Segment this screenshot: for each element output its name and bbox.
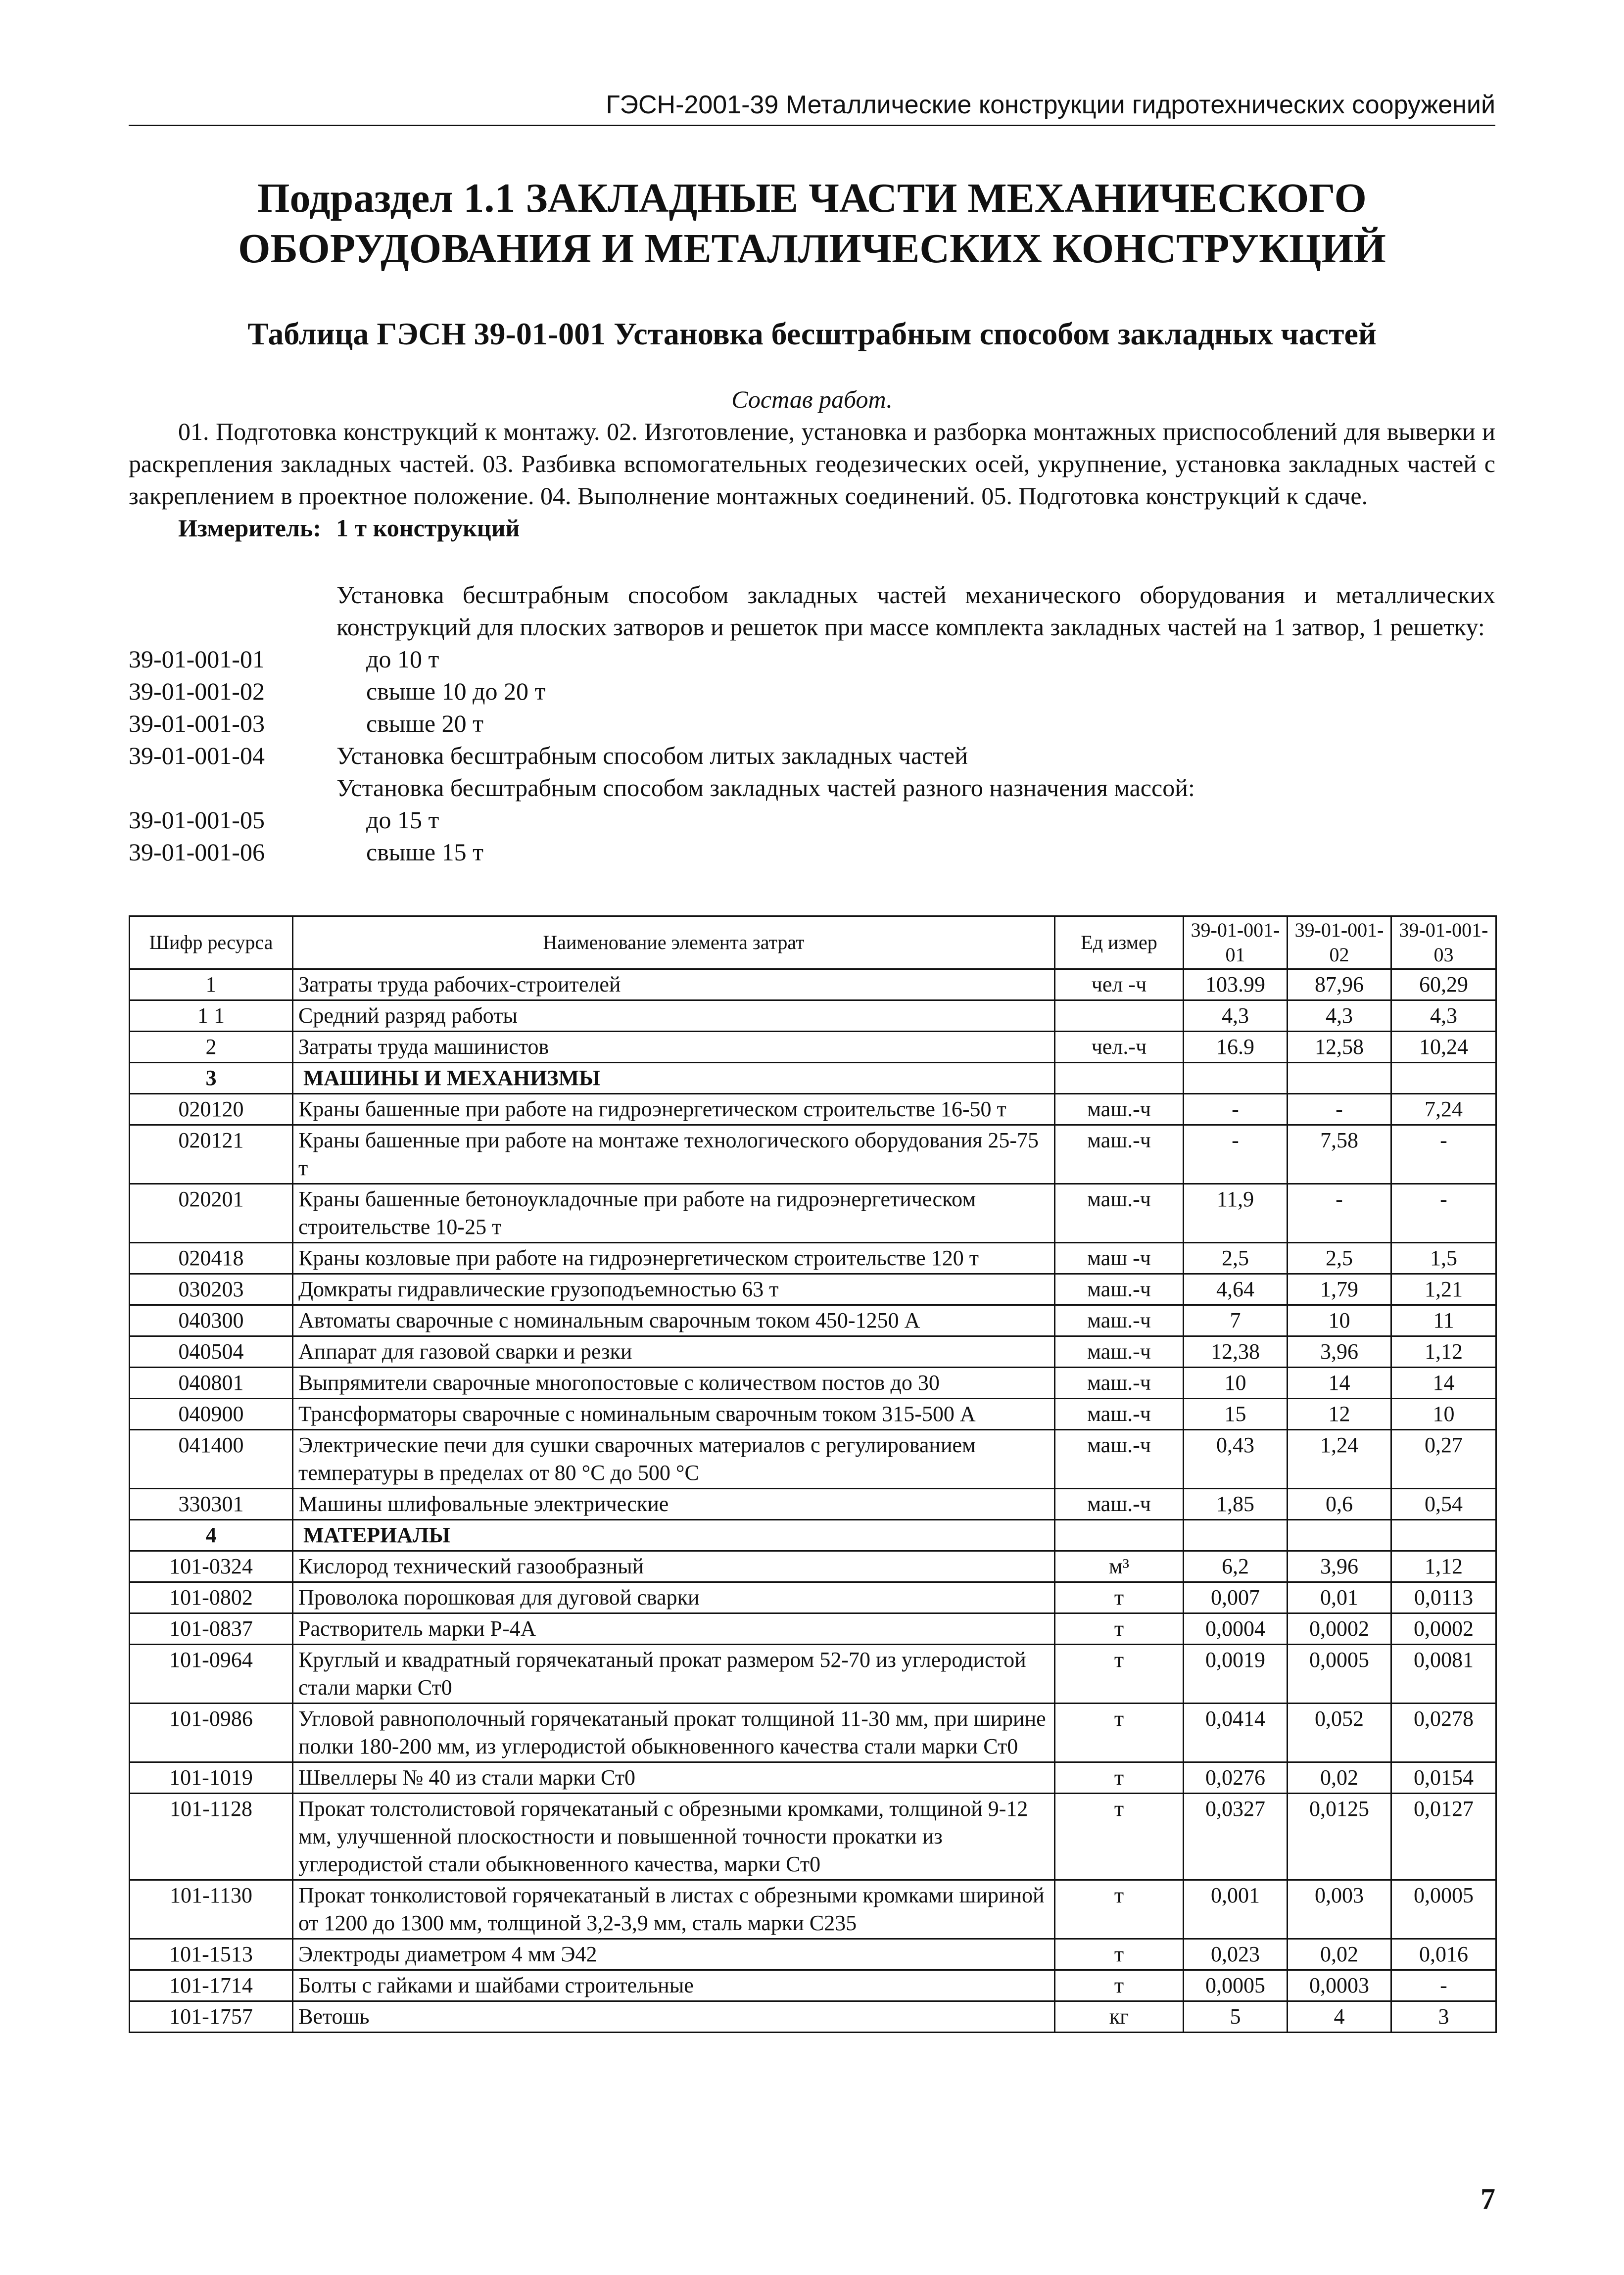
- norm-02-value-cell: 0,0002: [1288, 1613, 1391, 1645]
- norm-01-value-cell: [1184, 1520, 1288, 1551]
- element-name-cell: Трансформаторы сварочные с номинальным сварочным током 315-500 А: [293, 1399, 1055, 1430]
- resource-code-cell: 030203: [130, 1274, 293, 1305]
- table-row: [130, 1125, 1496, 1184]
- resource-code-cell: 3: [130, 1063, 293, 1094]
- element-name-cell: Выпрямители сварочные многопостовые с количеством постов до 30: [293, 1368, 1055, 1399]
- norm-03-value-cell: 0,016: [1391, 1939, 1496, 1970]
- norm-02-value-cell: 0,6: [1288, 1489, 1391, 1520]
- resource-code-cell: 101-0986: [130, 1704, 293, 1762]
- norm-01-value-cell: 0,023: [1184, 1939, 1288, 1970]
- element-name-cell: Машины шлифовальные электрические: [293, 1489, 1055, 1520]
- norm-03-value-cell: 0,0002: [1391, 1613, 1496, 1645]
- header-element-name: Наименование элемента затрат: [293, 916, 1055, 969]
- norm-02-value-cell: 3,96: [1288, 1336, 1391, 1368]
- norm-03-value-cell: 0,0005: [1391, 1880, 1496, 1939]
- element-name-cell: Прокат толстолистовой горячекатаный с обрезными кромками, толщиной 9-12 мм, улучшенной плоскостности и повышенной точности прокатки из углеродистой стали обыкновенного качества, марки Ст0: [293, 1794, 1055, 1880]
- norm-01-value-cell: 5: [1184, 2001, 1288, 2033]
- norm-02-value-cell: 0,02: [1288, 1762, 1391, 1794]
- unit-cell: маш.-ч: [1055, 1274, 1184, 1305]
- norm-description: Установка бесштрабным способом закладных частей разного назначения массой:: [336, 774, 1195, 802]
- norm-03-value-cell: 60,29: [1391, 969, 1496, 1000]
- table-row: [130, 1184, 1496, 1243]
- element-name-cell: Автоматы сварочные с номинальным сварочным током 450-1250 А: [293, 1305, 1055, 1336]
- norm-02-value-cell: 0,0125: [1288, 1794, 1391, 1880]
- element-name-cell: МАТЕРИАЛЫ: [293, 1520, 1055, 1551]
- norm-01-value-cell: 4,3: [1184, 1000, 1288, 1032]
- element-name-cell: Прокат тонколистовой горячекатаный в листах с обрезными кромками шириной от 1200 до 1300 мм, толщиной 3,2-3,9 мм, сталь марки С235: [293, 1880, 1055, 1939]
- norm-02-value-cell: 0,003: [1288, 1880, 1391, 1939]
- norm-01-value-cell: 0,0019: [1184, 1645, 1288, 1704]
- page-number: 7: [1481, 2182, 1495, 2215]
- running-header: ГЭСН-2001-39 Металлические конструкции гидротехнических сооружений: [129, 89, 1495, 126]
- norm-02-value-cell: 1,79: [1288, 1274, 1391, 1305]
- element-name-cell: Кислород технический газообразный: [293, 1551, 1055, 1582]
- unit-cell: т: [1055, 1704, 1184, 1762]
- resource-code-cell: 101-1714: [130, 1970, 293, 2001]
- norm-code: 39-01-001-06: [129, 838, 265, 866]
- unit-cell: [1055, 1520, 1184, 1551]
- norm-03-value-cell: 0,0154: [1391, 1762, 1496, 1794]
- element-name-cell: Швеллеры № 40 из стали марки Ст0: [293, 1762, 1055, 1794]
- norm-01-value-cell: 0,0327: [1184, 1794, 1288, 1880]
- norm-02-value-cell: 0,0003: [1288, 1970, 1391, 2001]
- element-name-cell: Краны козловые при работе на гидроэнергетическом строительстве 120 т: [293, 1243, 1055, 1274]
- section-title-line2: ОБОРУДОВАНИЯ И МЕТАЛЛИЧЕСКИХ КОНСТРУКЦИЙ: [238, 226, 1386, 272]
- unit-cell: кг: [1055, 2001, 1184, 2033]
- resource-code-cell: 101-0324: [130, 1551, 293, 1582]
- norm-01-value-cell: 1,85: [1184, 1489, 1288, 1520]
- element-name-cell: Краны башенные при работе на гидроэнергетическом строительстве 16-50 т: [293, 1094, 1055, 1125]
- norm-code-row: [129, 643, 1495, 675]
- unit-cell: т: [1055, 1970, 1184, 2001]
- table-row: [130, 1970, 1496, 2001]
- norm-03-value-cell: 1,12: [1391, 1551, 1496, 1582]
- table-row: [130, 1551, 1496, 1582]
- norm-code-row: [129, 579, 1495, 643]
- norm-01-value-cell: 0,001: [1184, 1880, 1288, 1939]
- table-row: [130, 1645, 1496, 1704]
- element-name-cell: Затраты труда рабочих-строителей: [293, 969, 1055, 1000]
- element-name-cell: МАШИНЫ И МЕХАНИЗМЫ: [293, 1063, 1055, 1094]
- resource-code-cell: 041400: [130, 1430, 293, 1489]
- measure-unit: [129, 512, 1495, 544]
- norm-01-value-cell: 6,2: [1184, 1551, 1288, 1582]
- norm-03-value-cell: 7,24: [1391, 1094, 1496, 1125]
- norm-01-value-cell: 2,5: [1184, 1243, 1288, 1274]
- norm-02-value-cell: -: [1288, 1184, 1391, 1243]
- element-name-cell: Растворитель марки Р-4А: [293, 1613, 1055, 1645]
- unit-cell: т: [1055, 1613, 1184, 1645]
- norm-03-value-cell: 0,0081: [1391, 1645, 1496, 1704]
- resource-code-cell: 101-1130: [130, 1880, 293, 1939]
- composition-text: 01. Подготовка конструкций к монтажу. 02. Изготовление, установка и разборка монтажных приспособлений для выверки и раскрепления закладных частей. 03. Разбивка вспомогательных геодезических осей, укрупнение, установка закладных частей с закреплением в проектное положение. 04. Выполнение монтажных соединений. 05. Подготовка конструкций к сдаче.: [129, 418, 1495, 510]
- header-norm-03: 39-01-001-03: [1391, 916, 1496, 969]
- norm-01-value-cell: 10: [1184, 1368, 1288, 1399]
- unit-cell: маш -ч: [1055, 1243, 1184, 1274]
- table-body: [130, 969, 1496, 2033]
- norm-02-value-cell: 10: [1288, 1305, 1391, 1336]
- norm-code-row: [129, 836, 1495, 868]
- norm-03-value-cell: 1,12: [1391, 1336, 1496, 1368]
- norm-02-value-cell: 7,58: [1288, 1125, 1391, 1184]
- norm-02-value-cell: [1288, 1520, 1391, 1551]
- norm-02-value-cell: 0,052: [1288, 1704, 1391, 1762]
- element-name-cell: Ветошь: [293, 2001, 1055, 2033]
- norm-01-value-cell: 16.9: [1184, 1032, 1288, 1063]
- unit-cell: т: [1055, 1645, 1184, 1704]
- norm-03-value-cell: 0,27: [1391, 1430, 1496, 1489]
- norm-03-value-cell: 14: [1391, 1368, 1496, 1399]
- norm-03-value-cell: -: [1391, 1970, 1496, 2001]
- unit-cell: маш.-ч: [1055, 1368, 1184, 1399]
- resource-code-cell: 2: [130, 1032, 293, 1063]
- norm-03-value-cell: 10: [1391, 1399, 1496, 1430]
- norm-03-value-cell: 1,21: [1391, 1274, 1496, 1305]
- norm-code-row: [129, 740, 1495, 772]
- norm-01-value-cell: 11,9: [1184, 1184, 1288, 1243]
- resource-code-cell: 020121: [130, 1125, 293, 1184]
- norm-02-value-cell: 14: [1288, 1368, 1391, 1399]
- element-name-cell: Домкраты гидравлические грузоподъемностью 63 т: [293, 1274, 1055, 1305]
- norm-01-value-cell: 0,0004: [1184, 1613, 1288, 1645]
- table-row: [130, 1368, 1496, 1399]
- table-row: [130, 1336, 1496, 1368]
- norm-03-value-cell: 1,5: [1391, 1243, 1496, 1274]
- norm-01-value-cell: 0,43: [1184, 1430, 1288, 1489]
- table-row: [130, 1880, 1496, 1939]
- norm-02-value-cell: 4: [1288, 2001, 1391, 2033]
- element-name-cell: Проволока порошковая для дуговой сварки: [293, 1582, 1055, 1613]
- element-name-cell: Средний разряд работы: [293, 1000, 1055, 1032]
- header-unit: Ед измер: [1055, 916, 1184, 969]
- element-name-cell: Электрические печи для сушки сварочных материалов с регулированием температуры в пределах от 80 °С до 500 °С: [293, 1430, 1055, 1489]
- norm-02-value-cell: 2,5: [1288, 1243, 1391, 1274]
- table-row: [130, 1939, 1496, 1970]
- norm-03-value-cell: 11: [1391, 1305, 1496, 1336]
- resource-code-cell: 330301: [130, 1489, 293, 1520]
- table-row: [130, 1430, 1496, 1489]
- norm-03-value-cell: 4,3: [1391, 1000, 1496, 1032]
- unit-cell: маш.-ч: [1055, 1184, 1184, 1243]
- resource-code-cell: 040801: [130, 1368, 293, 1399]
- table-row: [130, 1305, 1496, 1336]
- element-name-cell: Электроды диаметром 4 мм Э42: [293, 1939, 1055, 1970]
- norm-03-value-cell: 10,24: [1391, 1032, 1496, 1063]
- resource-code-cell: 101-1128: [130, 1794, 293, 1880]
- norm-02-value-cell: 4,3: [1288, 1000, 1391, 1032]
- element-name-cell: Краны башенные при работе на монтаже технологического оборудования 25-75 т: [293, 1125, 1055, 1184]
- norm-02-value-cell: 3,96: [1288, 1551, 1391, 1582]
- measure-label: Измеритель:: [178, 514, 322, 542]
- norm-01-value-cell: -: [1184, 1094, 1288, 1125]
- table-row: [130, 1399, 1496, 1430]
- resource-code-cell: 020120: [130, 1094, 293, 1125]
- element-name-cell: Аппарат для газовой сварки и резки: [293, 1336, 1055, 1368]
- table-row: [130, 2001, 1496, 2033]
- norm-code: 39-01-001-04: [129, 742, 265, 769]
- element-name-cell: Затраты труда машинистов: [293, 1032, 1055, 1063]
- unit-cell: чел.-ч: [1055, 1032, 1184, 1063]
- table-row: [130, 1794, 1496, 1880]
- resource-code-cell: 101-1019: [130, 1762, 293, 1794]
- resource-code-cell: 040900: [130, 1399, 293, 1430]
- norm-code: [129, 772, 336, 804]
- measure-value: 1 т конструкций: [336, 514, 520, 542]
- unit-cell: м³: [1055, 1551, 1184, 1582]
- unit-cell: т: [1055, 1582, 1184, 1613]
- table-row: [130, 1582, 1496, 1613]
- norm-description: свыше 10 до 20 т: [366, 677, 546, 705]
- table-row: [130, 1613, 1496, 1645]
- unit-cell: маш.-ч: [1055, 1305, 1184, 1336]
- unit-cell: чел -ч: [1055, 969, 1184, 1000]
- unit-cell: т: [1055, 1939, 1184, 1970]
- resource-code-cell: 040300: [130, 1305, 293, 1336]
- norm-code-row: [129, 804, 1495, 836]
- table-row: [130, 1094, 1496, 1125]
- norm-03-value-cell: [1391, 1063, 1496, 1094]
- norm-code: 39-01-001-05: [129, 806, 265, 834]
- norm-03-value-cell: 0,0113: [1391, 1582, 1496, 1613]
- table-header-row: [130, 916, 1496, 969]
- table-row: [130, 1000, 1496, 1032]
- resource-code-cell: 101-0802: [130, 1582, 293, 1613]
- table-row: [130, 1032, 1496, 1063]
- unit-cell: маш.-ч: [1055, 1399, 1184, 1430]
- unit-cell: т: [1055, 1762, 1184, 1794]
- norm-03-value-cell: 0,0127: [1391, 1794, 1496, 1880]
- unit-cell: маш.-ч: [1055, 1094, 1184, 1125]
- table-row: [130, 1762, 1496, 1794]
- norm-description: до 15 т: [366, 806, 439, 834]
- norm-01-value-cell: 103.99: [1184, 969, 1288, 1000]
- norm-01-value-cell: -: [1184, 1125, 1288, 1184]
- element-name-cell: Болты с гайками и шайбами строительные: [293, 1970, 1055, 2001]
- resource-code-cell: 4: [130, 1520, 293, 1551]
- table-row: [130, 1704, 1496, 1762]
- norm-02-value-cell: 0,01: [1288, 1582, 1391, 1613]
- table-row: [130, 969, 1496, 1000]
- resource-code-cell: 101-1513: [130, 1939, 293, 1970]
- table-group-row: [130, 1520, 1496, 1551]
- norm-03-value-cell: -: [1391, 1125, 1496, 1184]
- unit-cell: [1055, 1063, 1184, 1094]
- norm-03-value-cell: -: [1391, 1184, 1496, 1243]
- norm-01-value-cell: 12,38: [1184, 1336, 1288, 1368]
- norm-01-value-cell: 4,64: [1184, 1274, 1288, 1305]
- norm-description: до 10 т: [366, 645, 439, 673]
- work-composition: [129, 383, 1495, 544]
- element-name-cell: Угловой равнополочный горячекатаный прокат толщиной 11-30 мм, при ширине полки 180-200 мм, из углеродистой обыкновенного качества стали марки Ст0: [293, 1704, 1055, 1762]
- resource-code-cell: 101-0964: [130, 1645, 293, 1704]
- norm-code: 39-01-001-03: [129, 710, 265, 737]
- resource-code-cell: 1: [130, 969, 293, 1000]
- norm-description: свыше 20 т: [366, 710, 483, 737]
- resource-table: [129, 915, 1497, 2033]
- norm-03-value-cell: [1391, 1520, 1496, 1551]
- resource-code-cell: 020201: [130, 1184, 293, 1243]
- norm-code-row: [129, 675, 1495, 708]
- resource-code-cell: 101-0837: [130, 1613, 293, 1645]
- unit-cell: [1055, 1000, 1184, 1032]
- norm-description: Установка бесштрабным способом закладных частей механического оборудования и металлических конструкций для плоских затворов и решеток при массе комплекта закладных частей на 1 затвор, 1 решетку:: [336, 581, 1495, 641]
- section-title-line1: Подраздел 1.1 ЗАКЛАДНЫЕ ЧАСТИ МЕХАНИЧЕСКОГО: [257, 175, 1367, 221]
- norm-03-value-cell: 0,0278: [1391, 1704, 1496, 1762]
- norm-codes-list: [129, 579, 1495, 868]
- norm-code: 39-01-001-01: [129, 645, 265, 673]
- norm-02-value-cell: 0,02: [1288, 1939, 1391, 1970]
- norm-01-value-cell: 0,0005: [1184, 1970, 1288, 2001]
- norm-03-value-cell: 3: [1391, 2001, 1496, 2033]
- unit-cell: маш.-ч: [1055, 1430, 1184, 1489]
- table-row: [130, 1274, 1496, 1305]
- norm-02-value-cell: 1,24: [1288, 1430, 1391, 1489]
- resource-code-cell: 020418: [130, 1243, 293, 1274]
- norm-02-value-cell: 12,58: [1288, 1032, 1391, 1063]
- norm-02-value-cell: 87,96: [1288, 969, 1391, 1000]
- header-resource-code: Шифр ресурса: [130, 916, 293, 969]
- table-row: [130, 1243, 1496, 1274]
- resource-code-cell: 040504: [130, 1336, 293, 1368]
- resource-code-cell: 1 1: [130, 1000, 293, 1032]
- table-title: Таблица ГЭСН 39-01-001 Установка бесштрабным способом закладных частей: [247, 316, 1377, 351]
- section-title: [129, 173, 1495, 274]
- norm-02-value-cell: [1288, 1063, 1391, 1094]
- norm-02-value-cell: 12: [1288, 1399, 1391, 1430]
- header-norm-02: 39-01-001-02: [1288, 916, 1391, 969]
- norm-03-value-cell: 0,54: [1391, 1489, 1496, 1520]
- norm-01-value-cell: [1184, 1063, 1288, 1094]
- resource-code-cell: 101-1757: [130, 2001, 293, 2033]
- header-norm-01: 39-01-001-01: [1184, 916, 1288, 969]
- composition-caption: Состав работ.: [731, 385, 893, 413]
- norm-description: Установка бесштрабным способом литых закладных частей: [336, 742, 968, 769]
- norm-code: [129, 579, 336, 643]
- norm-code-row: [129, 708, 1495, 740]
- norm-code-row: [129, 772, 1495, 804]
- unit-cell: маш.-ч: [1055, 1125, 1184, 1184]
- norm-description: свыше 15 т: [366, 838, 483, 866]
- norm-02-value-cell: 0,0005: [1288, 1645, 1391, 1704]
- unit-cell: т: [1055, 1794, 1184, 1880]
- table-group-row: [130, 1063, 1496, 1094]
- norm-code: 39-01-001-02: [129, 677, 265, 705]
- element-name-cell: Краны башенные бетоноукладочные при работе на гидроэнергетическом строительстве 10-25 т: [293, 1184, 1055, 1243]
- unit-cell: маш.-ч: [1055, 1489, 1184, 1520]
- norm-01-value-cell: 15: [1184, 1399, 1288, 1430]
- unit-cell: т: [1055, 1880, 1184, 1939]
- element-name-cell: Круглый и квадратный горячекатаный прокат размером 52-70 из углеродистой стали марки Ст0: [293, 1645, 1055, 1704]
- table-row: [130, 1489, 1496, 1520]
- norm-01-value-cell: 0,007: [1184, 1582, 1288, 1613]
- norm-02-value-cell: -: [1288, 1094, 1391, 1125]
- norm-01-value-cell: 7: [1184, 1305, 1288, 1336]
- norm-01-value-cell: 0,0414: [1184, 1704, 1288, 1762]
- norm-01-value-cell: 0,0276: [1184, 1762, 1288, 1794]
- unit-cell: маш.-ч: [1055, 1336, 1184, 1368]
